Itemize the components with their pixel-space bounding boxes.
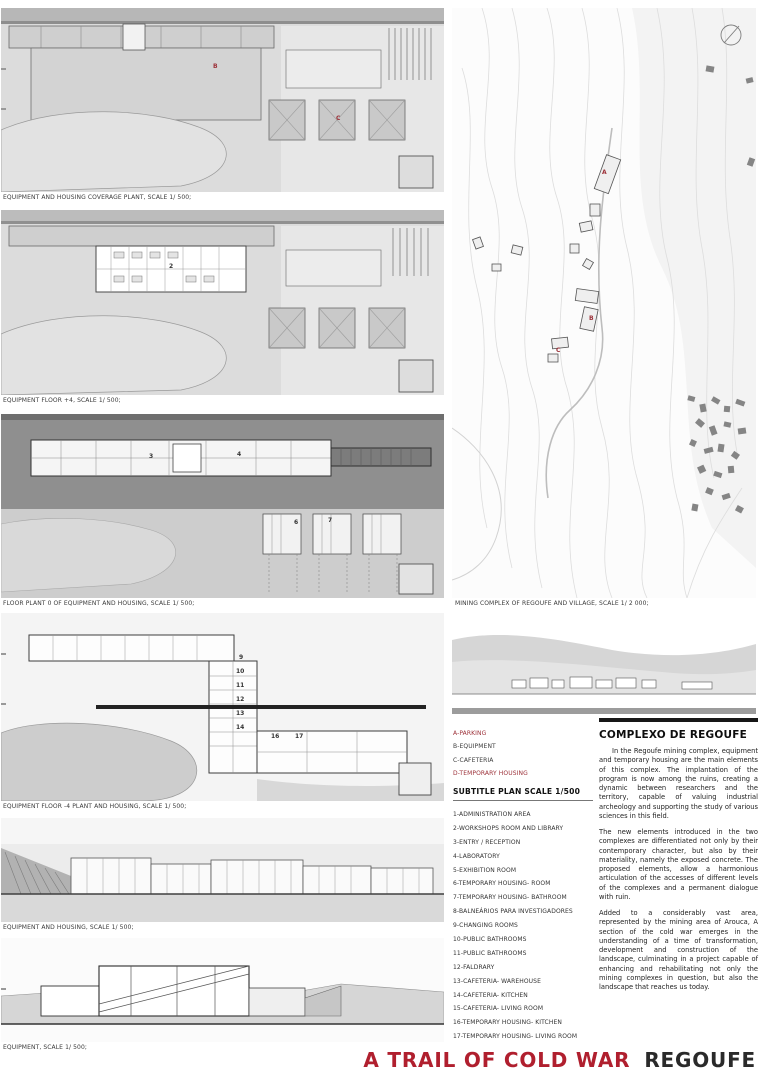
subtitle-item-12: 12-FALDRARY [453, 963, 495, 971]
legend-item-temporary-housing: D-TEMPORARY HOUSING [453, 769, 528, 777]
section-panel [1, 938, 444, 1042]
subtitle-item-11: 11-PUBLIC BATHROOMS [453, 949, 527, 957]
plan-label-13: 13 [236, 710, 245, 717]
floor-minus4-drawing [1, 613, 444, 801]
plan-label-7: 7 [328, 517, 333, 524]
section-drawing [1, 938, 444, 1042]
plan-label-10: 10 [236, 668, 245, 675]
subtitle-item-3: 3-ENTRY / RECEPTION [453, 838, 521, 846]
description-top-rule [599, 718, 758, 722]
map-label-a: A [602, 169, 607, 176]
plan-label-c: C [336, 115, 341, 122]
subtitle-item-16: 16-TEMPORARY HOUSING- KITCHEN [453, 1019, 562, 1027]
subtitle-item-4: 4-LABORATORY [453, 852, 500, 860]
plan-label-16: 16 [271, 733, 280, 740]
plan-label-3: 3 [149, 453, 154, 460]
floor-0-panel [1, 414, 444, 598]
project-title-location: REGOUFE [644, 1048, 756, 1072]
caption-elevation: EQUIPMENT AND HOUSING, SCALE 1/ 500; [3, 924, 134, 931]
description-paragraph-1: In the Regoufe mining complex, equipment and temporary housing are the main elements of this complex. The implantation of the program is now among the ruins, creating a dynamic between researchers and the territory, capable of valuing industrial archeology and supporting the study of various sciences in this field. [599, 747, 758, 820]
site-map-drawing [452, 8, 756, 598]
description-heading: COMPLEXO DE REGOUFE [599, 729, 747, 741]
caption-section: EQUIPMENT, SCALE 1/ 500; [3, 1044, 87, 1051]
map-label-b: B [589, 315, 594, 322]
elevation-panel [1, 818, 444, 922]
subtitle-item-15: 15-CAFETERIA- LIVING ROOM [453, 1005, 544, 1013]
project-title-main: A TRAIL OF COLD WAR [363, 1048, 631, 1072]
subtitle-item-14: 14-CAFETERIA- KITCHEN [453, 991, 528, 999]
coverage-plan-panel [1, 8, 444, 192]
subtitle-item-10: 10-PUBLIC BATHROOMS [453, 936, 527, 944]
plan-label-6: 6 [294, 519, 299, 526]
project-title [363, 1048, 756, 1072]
subtitle-item-2: 2-WORKSHOPS ROOM AND LIBRARY [453, 824, 564, 832]
subtitle-item-1: 1-ADMINISTRATION AREA [453, 811, 531, 818]
site-map-panel [452, 8, 756, 598]
caption-site-map: MINING COMPLEX OF REGOUFE AND VILLAGE, SCALE 1/ 2 000; [455, 600, 649, 607]
coverage-plan-drawing [1, 8, 444, 192]
floor-plus4-panel [1, 210, 444, 395]
plan-label-14: 14 [236, 724, 245, 731]
plan-label-17: 17 [295, 733, 304, 740]
description-paragraph-2: The new elements introduced in the two complexes are differentiated not only by their contemporary character, but also by their materiality, namely the exposed concrete. The proposed elements, allow a harmonious articulation of the accesses of different levels of the complexes and a permanent dialogue with ruin. [599, 828, 758, 901]
floor-plus4-drawing [1, 210, 444, 395]
subtitle-item-17: 17-TEMPORARY HOUSING- LIVING ROOM [453, 1033, 578, 1041]
panorama-drawing [452, 622, 756, 717]
map-label-c: C [556, 347, 561, 354]
legend-item-parking: A-PARKING [453, 730, 487, 737]
subtitle-item-7: 7-TEMPORARY HOUSING- BATHROOM [453, 894, 567, 902]
description-paragraph-3: Added to a considerably vast area, represented by the mining area of Arouca, A section of the cold war emerges in the understanding of a time of transformation, development and construction of the landscape, culminating in a project capable of enhancing and rehabilitating not only the mining complexes in question, but also the landscape that reaches us today. [599, 909, 758, 991]
subtitle-heading: SUBTITLE PLAN SCALE 1/500 [453, 787, 593, 801]
legend-item-cafeteria: C-CAFETERIA [453, 756, 494, 764]
plan-label-4: 4 [237, 451, 242, 458]
elevation-drawing [1, 818, 444, 922]
plan-label-12: 12 [236, 696, 245, 703]
subtitle-item-5: 5-EXHIBITION ROOM [453, 866, 517, 874]
description-block [599, 718, 758, 999]
caption-floor-minus4: EQUIPMENT FLOOR -4 PLANT AND HOUSING, SCALE 1/ 500; [3, 803, 187, 810]
subtitle-item-13: 13-CAFETERIA- WAREHOUSE [453, 977, 541, 985]
legend-item-equipment: B-EQUIPMENT [453, 743, 496, 751]
subtitle-item-9: 9-CHANGING ROOMS [453, 922, 518, 930]
subtitle-item-8: 8-BALNEÁRIOS PARA INVESTIGADORES [453, 908, 573, 916]
caption-floor-plus4: EQUIPMENT FLOOR +4, SCALE 1/ 500; [3, 397, 121, 404]
subtitle-item-6: 6-TEMPORARY HOUSING- ROOM [453, 880, 551, 888]
plan-label-9: 9 [239, 654, 244, 661]
plan-label-b: B [213, 63, 218, 70]
floor-0-drawing [1, 414, 444, 598]
plan-label-2: 2 [169, 263, 174, 270]
caption-floor-0: FLOOR PLANT 0 OF EQUIPMENT AND HOUSING, SCALE 1/ 500; [3, 600, 195, 607]
floor-minus4-panel [1, 613, 444, 801]
caption-coverage-plan: EQUIPMENT AND HOUSING COVERAGE PLANT, SCALE 1/ 500; [3, 194, 192, 201]
plan-label-11: 11 [236, 682, 245, 689]
panorama-panel [452, 622, 756, 717]
map-legend [453, 731, 595, 784]
subtitle-list [453, 812, 598, 1048]
